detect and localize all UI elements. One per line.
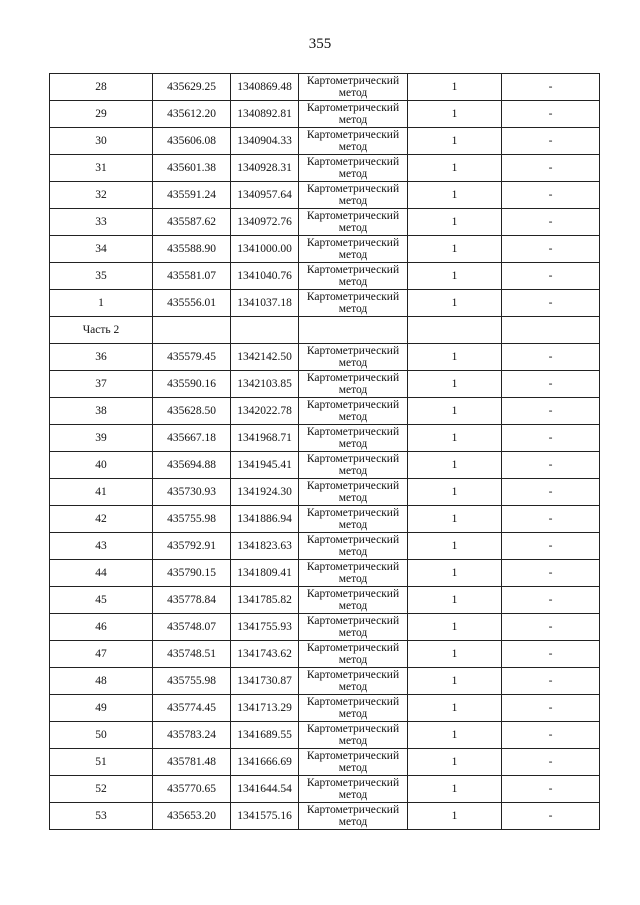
y-coordinate-cell: 1341945.41 [231, 452, 299, 479]
point-number-cell: 33 [50, 209, 153, 236]
y-coordinate-cell: 1340892.81 [231, 101, 299, 128]
description-cell: - [502, 587, 600, 614]
method-cell [299, 155, 408, 182]
table-row [50, 803, 600, 830]
point-number-cell: 37 [50, 371, 153, 398]
y-coordinate-cell: 1341575.16 [231, 803, 299, 830]
accuracy-cell: 1 [408, 803, 502, 830]
method-line-2: метод [338, 519, 368, 531]
y-coordinate-cell: 1341809.41 [231, 560, 299, 587]
method-line-1: Картометрический [306, 723, 400, 735]
table-row [50, 506, 600, 533]
x-coordinate-cell: 435730.93 [153, 479, 231, 506]
description-cell: - [502, 182, 600, 209]
method-line-2: метод [338, 222, 368, 234]
method-line-1: Картометрический [306, 210, 400, 222]
point-number-cell: 36 [50, 344, 153, 371]
x-coordinate-cell: 435588.90 [153, 236, 231, 263]
x-coordinate-cell: 435781.48 [153, 749, 231, 776]
method-line-1: Картометрический [306, 183, 400, 195]
section-row [50, 317, 600, 344]
table-row [50, 263, 600, 290]
accuracy-cell: 1 [408, 398, 502, 425]
point-number-cell: 47 [50, 641, 153, 668]
accuracy-cell: 1 [408, 290, 502, 317]
method-line-2: метод [338, 573, 368, 585]
description-cell: - [502, 722, 600, 749]
point-number-cell: 44 [50, 560, 153, 587]
method-line-1: Картометрический [306, 75, 400, 87]
accuracy-cell: 1 [408, 155, 502, 182]
x-coordinate-cell: 435653.20 [153, 803, 231, 830]
y-coordinate-cell: 1341785.82 [231, 587, 299, 614]
description-cell: - [502, 155, 600, 182]
accuracy-cell: 1 [408, 452, 502, 479]
x-coordinate-cell: 435628.50 [153, 398, 231, 425]
method-line-2: метод [338, 789, 368, 801]
method-line-1: Картометрический [306, 291, 400, 303]
table-row [50, 587, 600, 614]
method-line-2: метод [338, 654, 368, 666]
method-cell [299, 74, 408, 101]
point-number-cell: 50 [50, 722, 153, 749]
description-cell: - [502, 749, 600, 776]
x-coordinate-cell: 435612.20 [153, 101, 231, 128]
table-row [50, 236, 600, 263]
table-row [50, 371, 600, 398]
method-line-1: Картометрический [306, 129, 400, 141]
method-line-2: метод [338, 249, 368, 261]
table-row [50, 695, 600, 722]
x-coordinate-cell: 435590.16 [153, 371, 231, 398]
point-number-cell: 53 [50, 803, 153, 830]
method-cell [299, 479, 408, 506]
method-line-2: метод [338, 357, 368, 369]
x-coordinate-cell: 435783.24 [153, 722, 231, 749]
method-line-1: Картометрический [306, 507, 400, 519]
point-number-cell: 34 [50, 236, 153, 263]
method-line-1: Картометрический [306, 696, 400, 708]
table-row [50, 101, 600, 128]
method-line-1: Картометрический [306, 642, 400, 654]
empty-cell [153, 317, 231, 344]
accuracy-cell: 1 [408, 695, 502, 722]
method-cell [299, 587, 408, 614]
y-coordinate-cell: 1341000.00 [231, 236, 299, 263]
method-line-2: метод [338, 87, 368, 99]
method-cell [299, 425, 408, 452]
method-line-2: метод [338, 546, 368, 558]
method-line-2: метод [338, 195, 368, 207]
method-cell [299, 560, 408, 587]
description-cell: - [502, 452, 600, 479]
method-line-2: метод [338, 303, 368, 315]
y-coordinate-cell: 1341743.62 [231, 641, 299, 668]
x-coordinate-cell: 435790.15 [153, 560, 231, 587]
accuracy-cell: 1 [408, 371, 502, 398]
y-coordinate-cell: 1341040.76 [231, 263, 299, 290]
method-line-1: Картометрический [306, 534, 400, 546]
x-coordinate-cell: 435629.25 [153, 74, 231, 101]
method-line-1: Картометрический [306, 588, 400, 600]
accuracy-cell: 1 [408, 101, 502, 128]
method-line-1: Картометрический [306, 345, 400, 357]
point-number-cell: 45 [50, 587, 153, 614]
point-number-cell: 46 [50, 614, 153, 641]
method-line-2: метод [338, 465, 368, 477]
table-row [50, 398, 600, 425]
method-cell [299, 695, 408, 722]
empty-cell [502, 317, 600, 344]
empty-cell [408, 317, 502, 344]
accuracy-cell: 1 [408, 479, 502, 506]
point-number-cell: 29 [50, 101, 153, 128]
method-cell [299, 722, 408, 749]
accuracy-cell: 1 [408, 344, 502, 371]
point-number-cell: 40 [50, 452, 153, 479]
method-line-1: Картометрический [306, 561, 400, 573]
description-cell: - [502, 128, 600, 155]
point-number-cell: 28 [50, 74, 153, 101]
point-number-cell: 30 [50, 128, 153, 155]
accuracy-cell: 1 [408, 776, 502, 803]
method-cell [299, 398, 408, 425]
y-coordinate-cell: 1342103.85 [231, 371, 299, 398]
y-coordinate-cell: 1341730.87 [231, 668, 299, 695]
x-coordinate-cell: 435579.45 [153, 344, 231, 371]
x-coordinate-cell: 435606.08 [153, 128, 231, 155]
page-number: 355 [308, 36, 332, 52]
point-number-cell: 42 [50, 506, 153, 533]
description-cell: - [502, 236, 600, 263]
point-number-cell: 49 [50, 695, 153, 722]
y-coordinate-cell: 1340928.31 [231, 155, 299, 182]
table-row [50, 344, 600, 371]
point-number-cell: 32 [50, 182, 153, 209]
method-cell [299, 749, 408, 776]
description-cell: - [502, 344, 600, 371]
table-row [50, 749, 600, 776]
x-coordinate-cell: 435748.07 [153, 614, 231, 641]
table-row [50, 155, 600, 182]
method-line-2: метод [338, 114, 368, 126]
method-line-1: Картометрический [306, 399, 400, 411]
method-line-2: метод [338, 384, 368, 396]
table-row [50, 452, 600, 479]
x-coordinate-cell: 435581.07 [153, 263, 231, 290]
point-number-cell: 1 [50, 290, 153, 317]
method-line-1: Картометрический [306, 453, 400, 465]
x-coordinate-cell: 435755.98 [153, 668, 231, 695]
method-line-1: Картометрический [306, 804, 400, 816]
x-coordinate-cell: 435587.62 [153, 209, 231, 236]
table-row [50, 290, 600, 317]
description-cell: - [502, 101, 600, 128]
method-line-2: метод [338, 492, 368, 504]
coordinates-table [49, 73, 600, 830]
table-row [50, 74, 600, 101]
method-line-1: Картометрический [306, 156, 400, 168]
description-cell: - [502, 263, 600, 290]
table-body-section [50, 317, 600, 344]
y-coordinate-cell: 1342142.50 [231, 344, 299, 371]
point-number-cell: 39 [50, 425, 153, 452]
description-cell: - [502, 425, 600, 452]
description-cell: - [502, 776, 600, 803]
method-cell [299, 641, 408, 668]
accuracy-cell: 1 [408, 425, 502, 452]
point-number-cell: 52 [50, 776, 153, 803]
description-cell: - [502, 398, 600, 425]
method-line-1: Картометрический [306, 480, 400, 492]
table-row [50, 479, 600, 506]
description-cell: - [502, 290, 600, 317]
method-cell [299, 101, 408, 128]
accuracy-cell: 1 [408, 560, 502, 587]
y-coordinate-cell: 1342022.78 [231, 398, 299, 425]
x-coordinate-cell: 435748.51 [153, 641, 231, 668]
table-row [50, 641, 600, 668]
method-line-2: метод [338, 708, 368, 720]
method-cell [299, 128, 408, 155]
method-cell [299, 263, 408, 290]
accuracy-cell: 1 [408, 614, 502, 641]
method-line-1: Картометрический [306, 237, 400, 249]
method-cell [299, 371, 408, 398]
point-number-cell: 41 [50, 479, 153, 506]
accuracy-cell: 1 [408, 128, 502, 155]
description-cell: - [502, 560, 600, 587]
y-coordinate-cell: 1341886.94 [231, 506, 299, 533]
x-coordinate-cell: 435774.45 [153, 695, 231, 722]
table-row [50, 425, 600, 452]
description-cell: - [502, 209, 600, 236]
y-coordinate-cell: 1340957.64 [231, 182, 299, 209]
method-cell [299, 533, 408, 560]
y-coordinate-cell: 1341666.69 [231, 749, 299, 776]
description-cell: - [502, 479, 600, 506]
table-body-part2 [50, 344, 600, 830]
accuracy-cell: 1 [408, 641, 502, 668]
method-cell [299, 209, 408, 236]
accuracy-cell: 1 [408, 74, 502, 101]
method-line-2: метод [338, 168, 368, 180]
description-cell: - [502, 506, 600, 533]
method-cell [299, 452, 408, 479]
table-row [50, 776, 600, 803]
method-cell [299, 776, 408, 803]
accuracy-cell: 1 [408, 749, 502, 776]
y-coordinate-cell: 1341924.30 [231, 479, 299, 506]
accuracy-cell: 1 [408, 263, 502, 290]
point-number-cell: 38 [50, 398, 153, 425]
y-coordinate-cell: 1341823.63 [231, 533, 299, 560]
method-cell [299, 182, 408, 209]
point-number-cell: 31 [50, 155, 153, 182]
description-cell: - [502, 668, 600, 695]
table-row [50, 209, 600, 236]
accuracy-cell: 1 [408, 182, 502, 209]
table-body-part1 [50, 74, 600, 317]
method-line-2: метод [338, 762, 368, 774]
method-line-2: метод [338, 141, 368, 153]
x-coordinate-cell: 435601.38 [153, 155, 231, 182]
method-line-1: Картометрический [306, 426, 400, 438]
description-cell: - [502, 803, 600, 830]
method-line-2: метод [338, 816, 368, 828]
method-line-1: Картометрический [306, 615, 400, 627]
method-line-2: метод [338, 276, 368, 288]
x-coordinate-cell: 435667.18 [153, 425, 231, 452]
y-coordinate-cell: 1341689.55 [231, 722, 299, 749]
description-cell: - [502, 614, 600, 641]
method-cell [299, 344, 408, 371]
method-cell [299, 506, 408, 533]
x-coordinate-cell: 435792.91 [153, 533, 231, 560]
empty-cell [231, 317, 299, 344]
method-line-2: метод [338, 438, 368, 450]
x-coordinate-cell: 435694.88 [153, 452, 231, 479]
method-line-1: Картометрический [306, 777, 400, 789]
empty-cell [299, 317, 408, 344]
description-cell: - [502, 641, 600, 668]
point-number-cell: 35 [50, 263, 153, 290]
method-line-2: метод [338, 600, 368, 612]
y-coordinate-cell: 1341755.93 [231, 614, 299, 641]
x-coordinate-cell: 435778.84 [153, 587, 231, 614]
x-coordinate-cell: 435770.65 [153, 776, 231, 803]
x-coordinate-cell: 435591.24 [153, 182, 231, 209]
point-number-cell: 51 [50, 749, 153, 776]
table-row [50, 560, 600, 587]
method-cell [299, 668, 408, 695]
method-line-1: Картометрический [306, 372, 400, 384]
table-row [50, 182, 600, 209]
y-coordinate-cell: 1340869.48 [231, 74, 299, 101]
description-cell: - [502, 533, 600, 560]
y-coordinate-cell: 1340972.76 [231, 209, 299, 236]
method-line-2: метод [338, 735, 368, 747]
accuracy-cell: 1 [408, 236, 502, 263]
table-row [50, 614, 600, 641]
method-line-2: метод [338, 411, 368, 423]
description-cell: - [502, 371, 600, 398]
method-cell [299, 236, 408, 263]
method-cell [299, 614, 408, 641]
accuracy-cell: 1 [408, 668, 502, 695]
y-coordinate-cell: 1341037.18 [231, 290, 299, 317]
method-line-2: метод [338, 627, 368, 639]
accuracy-cell: 1 [408, 587, 502, 614]
table-row [50, 128, 600, 155]
y-coordinate-cell: 1340904.33 [231, 128, 299, 155]
table-row [50, 668, 600, 695]
section-label: Часть 2 [50, 317, 153, 344]
y-coordinate-cell: 1341644.54 [231, 776, 299, 803]
description-cell: - [502, 74, 600, 101]
accuracy-cell: 1 [408, 209, 502, 236]
accuracy-cell: 1 [408, 722, 502, 749]
method-cell [299, 803, 408, 830]
accuracy-cell: 1 [408, 506, 502, 533]
x-coordinate-cell: 435755.98 [153, 506, 231, 533]
method-cell [299, 290, 408, 317]
method-line-1: Картометрический [306, 750, 400, 762]
point-number-cell: 48 [50, 668, 153, 695]
y-coordinate-cell: 1341713.29 [231, 695, 299, 722]
accuracy-cell: 1 [408, 533, 502, 560]
y-coordinate-cell: 1341968.71 [231, 425, 299, 452]
table-row [50, 722, 600, 749]
method-line-2: метод [338, 681, 368, 693]
description-cell: - [502, 695, 600, 722]
table-row [50, 533, 600, 560]
method-line-1: Картометрический [306, 669, 400, 681]
x-coordinate-cell: 435556.01 [153, 290, 231, 317]
method-line-1: Картометрический [306, 102, 400, 114]
point-number-cell: 43 [50, 533, 153, 560]
method-line-1: Картометрический [306, 264, 400, 276]
